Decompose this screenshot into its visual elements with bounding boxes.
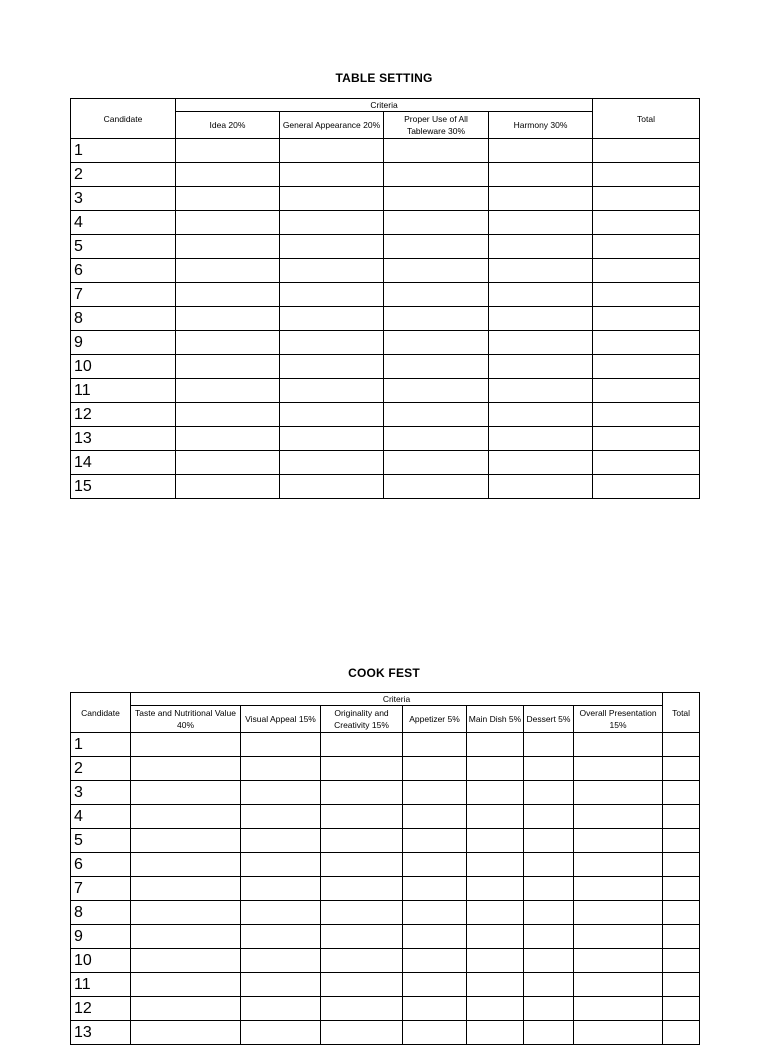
score-cell[interactable] [467,805,524,829]
candidate-number: 2 [71,163,176,187]
candidate-number: 13 [71,427,176,451]
candidate-number: 1 [71,733,131,757]
score-cell[interactable] [524,733,574,757]
score-cell[interactable] [131,757,241,781]
score-cell[interactable] [403,973,467,997]
score-cell[interactable] [467,973,524,997]
score-cell[interactable] [280,307,384,331]
score-cell[interactable] [280,235,384,259]
candidate-number: 7 [71,877,131,901]
total-cell[interactable] [593,139,700,163]
total-cell[interactable] [593,403,700,427]
score-cell[interactable] [131,997,241,1021]
table-row [71,949,700,973]
score-cell[interactable] [489,283,593,307]
score-cell[interactable] [524,925,574,949]
score-cell[interactable] [489,307,593,331]
score-cell[interactable] [467,829,524,853]
score-cell[interactable] [489,211,593,235]
table-row [71,757,700,781]
candidate-number: 8 [71,307,176,331]
score-cell[interactable] [176,355,280,379]
score-cell[interactable] [176,427,280,451]
criterion-header: General Appearance 20% [280,112,384,139]
score-cell[interactable] [176,403,280,427]
table-row [71,997,700,1021]
score-cell[interactable] [176,211,280,235]
candidate-number: 6 [71,259,176,283]
score-cell[interactable] [467,781,524,805]
score-cell[interactable] [321,805,403,829]
candidate-number: 9 [71,331,176,355]
score-cell[interactable] [176,379,280,403]
score-cell[interactable] [403,997,467,1021]
table-row [71,307,700,331]
candidate-number: 2 [71,757,131,781]
score-cell[interactable] [321,949,403,973]
cook-fest-title: COOK FEST [348,666,420,680]
score-cell[interactable] [574,757,663,781]
score-cell[interactable] [403,925,467,949]
candidate-number: 3 [71,781,131,805]
score-cell[interactable] [321,901,403,925]
table-row [71,163,700,187]
score-cell[interactable] [524,805,574,829]
score-cell[interactable] [403,781,467,805]
score-cell[interactable] [467,949,524,973]
score-cell[interactable] [467,901,524,925]
total-cell[interactable] [663,973,700,997]
score-cell[interactable] [280,403,384,427]
criterion-header: Main Dish 5% [467,706,524,733]
score-cell[interactable] [403,853,467,877]
total-header: Total [593,99,700,139]
score-cell[interactable] [321,757,403,781]
score-cell[interactable] [176,235,280,259]
candidate-number: 9 [71,925,131,949]
candidate-number: 15 [71,475,176,499]
score-cell[interactable] [467,1021,524,1045]
score-cell[interactable] [403,757,467,781]
score-cell[interactable] [241,973,321,997]
score-cell[interactable] [241,1021,321,1045]
candidate-number: 10 [71,949,131,973]
score-cell[interactable] [131,1021,241,1045]
candidate-number: 12 [71,403,176,427]
score-cell[interactable] [280,475,384,499]
score-cell[interactable] [574,877,663,901]
score-cell[interactable] [280,427,384,451]
total-cell[interactable] [663,805,700,829]
score-cell[interactable] [321,973,403,997]
score-cell[interactable] [467,853,524,877]
total-cell[interactable] [663,781,700,805]
total-cell[interactable] [593,283,700,307]
score-cell[interactable] [321,853,403,877]
score-cell[interactable] [384,307,489,331]
score-cell[interactable] [524,997,574,1021]
total-cell[interactable] [593,355,700,379]
score-cell[interactable] [524,973,574,997]
score-cell[interactable] [524,781,574,805]
score-cell[interactable] [489,379,593,403]
table-row [71,283,700,307]
score-cell[interactable] [384,451,489,475]
score-cell[interactable] [131,925,241,949]
score-cell[interactable] [574,781,663,805]
total-cell[interactable] [663,949,700,973]
total-cell[interactable] [593,427,700,451]
criterion-header: Taste and Nutritional Value 40% [131,706,241,733]
total-cell[interactable] [593,187,700,211]
score-cell[interactable] [176,307,280,331]
table-row [71,187,700,211]
score-cell[interactable] [489,259,593,283]
score-cell[interactable] [176,451,280,475]
total-cell[interactable] [593,451,700,475]
criteria-header: Criteria [176,99,593,112]
score-cell[interactable] [574,973,663,997]
score-cell[interactable] [321,829,403,853]
score-cell[interactable] [321,781,403,805]
table-setting-score-table [70,98,700,499]
score-cell[interactable] [176,331,280,355]
score-cell[interactable] [384,259,489,283]
score-cell[interactable] [524,853,574,877]
score-cell[interactable] [574,1021,663,1045]
table-setting-rows [71,139,700,499]
table-row [71,451,700,475]
table-row [71,139,700,163]
total-cell[interactable] [663,877,700,901]
score-cell[interactable] [280,163,384,187]
score-cell[interactable] [384,379,489,403]
score-cell[interactable] [467,925,524,949]
score-cell[interactable] [280,187,384,211]
table-row [71,355,700,379]
total-cell[interactable] [663,733,700,757]
criterion-header: Idea 20% [176,112,280,139]
score-cell[interactable] [384,211,489,235]
table-row [71,475,700,499]
score-cell[interactable] [467,877,524,901]
table-row [71,211,700,235]
score-cell[interactable] [524,757,574,781]
score-cell[interactable] [321,997,403,1021]
score-cell[interactable] [467,997,524,1021]
score-cell[interactable] [574,949,663,973]
score-cell[interactable] [241,781,321,805]
score-cell[interactable] [280,355,384,379]
score-cell[interactable] [403,901,467,925]
table-row [71,733,700,757]
score-cell[interactable] [403,877,467,901]
score-cell[interactable] [321,877,403,901]
criterion-header: Originality and Creativity 15% [321,706,403,733]
score-cell[interactable] [241,853,321,877]
score-cell[interactable] [131,877,241,901]
table-row [71,331,700,355]
score-cell[interactable] [489,187,593,211]
total-cell[interactable] [593,211,700,235]
score-cell[interactable] [280,283,384,307]
score-cell[interactable] [574,829,663,853]
score-cell[interactable] [403,733,467,757]
candidate-number: 5 [71,829,131,853]
total-cell[interactable] [663,925,700,949]
score-cell[interactable] [574,997,663,1021]
total-cell[interactable] [593,475,700,499]
score-cell[interactable] [489,427,593,451]
score-cell[interactable] [524,877,574,901]
candidate-number: 12 [71,997,131,1021]
score-cell[interactable] [384,163,489,187]
score-cell[interactable] [176,139,280,163]
table-row [71,403,700,427]
total-cell[interactable] [663,901,700,925]
candidate-number: 4 [71,211,176,235]
total-cell[interactable] [593,331,700,355]
candidate-number: 6 [71,853,131,877]
criterion-header: Harmony 30% [489,112,593,139]
score-cell[interactable] [384,403,489,427]
score-cell[interactable] [241,829,321,853]
table-row [71,781,700,805]
score-cell[interactable] [131,973,241,997]
score-cell[interactable] [131,901,241,925]
table-row [71,427,700,451]
total-cell[interactable] [663,1021,700,1045]
table-setting-title: TABLE SETTING [335,71,433,85]
table-row [71,805,700,829]
candidate-header: Candidate [71,693,131,733]
cook-fest-rows [71,733,700,1045]
candidate-number: 11 [71,379,176,403]
score-cell[interactable] [384,283,489,307]
score-cell[interactable] [574,805,663,829]
score-cell[interactable] [489,163,593,187]
score-cell[interactable] [131,949,241,973]
criterion-header: Visual Appeal 15% [241,706,321,733]
table-row [71,973,700,997]
score-cell[interactable] [403,829,467,853]
score-cell[interactable] [524,829,574,853]
candidate-number: 8 [71,901,131,925]
score-cell[interactable] [176,259,280,283]
score-cell[interactable] [574,901,663,925]
score-cell[interactable] [384,427,489,451]
score-cell[interactable] [176,475,280,499]
score-cell[interactable] [176,187,280,211]
score-cell[interactable] [321,1021,403,1045]
score-cell[interactable] [574,733,663,757]
score-cell[interactable] [384,139,489,163]
candidate-number: 5 [71,235,176,259]
score-cell[interactable] [131,733,241,757]
score-cell[interactable] [241,997,321,1021]
total-cell[interactable] [593,235,700,259]
score-cell[interactable] [280,139,384,163]
score-cell[interactable] [321,925,403,949]
score-cell[interactable] [384,355,489,379]
candidate-number: 10 [71,355,176,379]
score-cell[interactable] [241,733,321,757]
candidate-number: 1 [71,139,176,163]
table-row [71,877,700,901]
score-cell[interactable] [241,901,321,925]
table-row [71,1021,700,1045]
candidate-number: 4 [71,805,131,829]
score-cell[interactable] [489,355,593,379]
total-cell[interactable] [663,829,700,853]
score-cell[interactable] [403,949,467,973]
score-cell[interactable] [131,805,241,829]
score-cell[interactable] [574,925,663,949]
total-cell[interactable] [663,853,700,877]
score-cell[interactable] [241,949,321,973]
table-row [71,235,700,259]
table-row [71,901,700,925]
score-cell[interactable] [524,949,574,973]
score-cell[interactable] [574,853,663,877]
score-cell[interactable] [280,331,384,355]
candidate-number: 3 [71,187,176,211]
score-cell[interactable] [241,805,321,829]
score-cell[interactable] [403,1021,467,1045]
candidate-number: 13 [71,1021,131,1045]
table-row [71,829,700,853]
score-cell[interactable] [489,403,593,427]
score-cell[interactable] [131,781,241,805]
criteria-header: Criteria [131,693,663,706]
score-cell[interactable] [131,829,241,853]
candidate-header: Candidate [71,99,176,139]
criterion-header: Proper Use of All Tableware 30% [384,112,489,139]
total-cell[interactable] [663,757,700,781]
criterion-header: Overall Presentation 15% [574,706,663,733]
table-row [71,379,700,403]
candidate-number: 14 [71,451,176,475]
total-header: Total [663,693,700,733]
total-cell[interactable] [593,163,700,187]
criterion-header: Dessert 5% [524,706,574,733]
score-cell[interactable] [280,211,384,235]
score-cell[interactable] [384,331,489,355]
total-cell[interactable] [593,259,700,283]
cook-fest-score-table [70,692,700,1045]
table-row [71,925,700,949]
candidate-number: 7 [71,283,176,307]
score-cell[interactable] [489,235,593,259]
table-row [71,259,700,283]
score-cell[interactable] [280,379,384,403]
score-cell[interactable] [403,805,467,829]
score-cell[interactable] [489,331,593,355]
total-cell[interactable] [663,997,700,1021]
score-cell[interactable] [384,187,489,211]
score-cell[interactable] [241,925,321,949]
score-cell[interactable] [176,283,280,307]
score-cell[interactable] [241,877,321,901]
score-cell[interactable] [384,235,489,259]
criterion-header: Appetizer 5% [403,706,467,733]
score-cell[interactable] [489,451,593,475]
table-row [71,853,700,877]
score-cell[interactable] [467,733,524,757]
score-cell[interactable] [280,451,384,475]
score-cell[interactable] [241,757,321,781]
score-cell[interactable] [280,259,384,283]
score-cell[interactable] [384,475,489,499]
score-cell[interactable] [131,853,241,877]
score-cell[interactable] [524,1021,574,1045]
score-cell[interactable] [489,139,593,163]
score-cell[interactable] [467,757,524,781]
score-cell[interactable] [489,475,593,499]
score-cell[interactable] [176,163,280,187]
score-cell[interactable] [524,901,574,925]
total-cell[interactable] [593,379,700,403]
candidate-number: 11 [71,973,131,997]
total-cell[interactable] [593,307,700,331]
score-cell[interactable] [321,733,403,757]
